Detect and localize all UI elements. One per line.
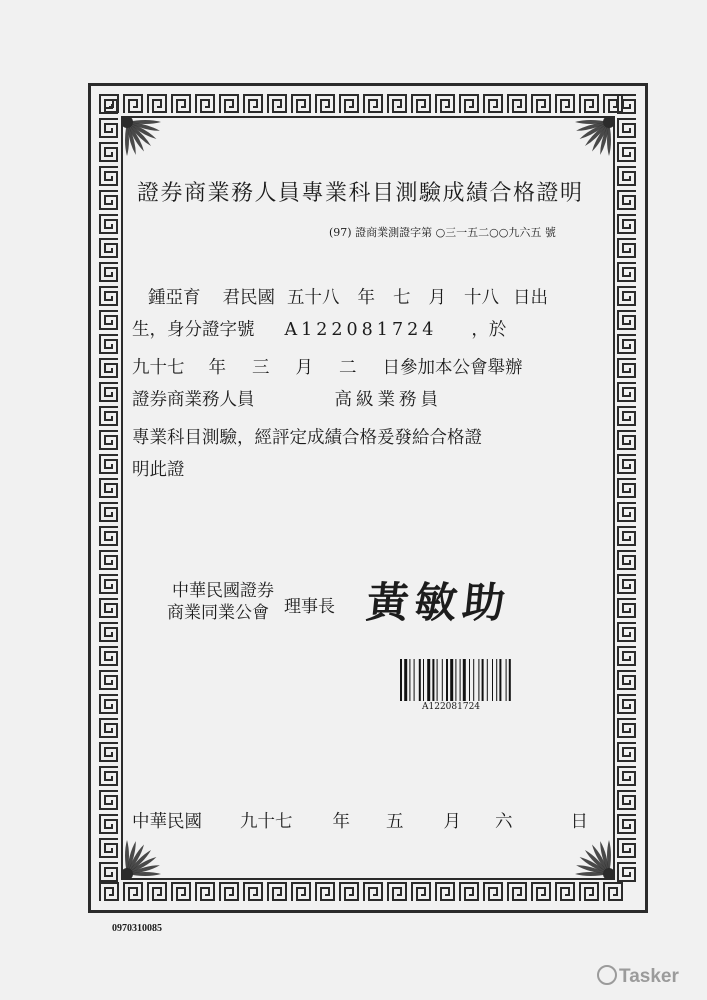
- corner-ornament-icon: [571, 116, 615, 160]
- border-meander-bottom: [97, 880, 639, 904]
- date-month-unit: 月: [443, 812, 461, 832]
- body-line-exam-category: [132, 386, 442, 411]
- birth-day: 十八: [464, 288, 499, 308]
- chairman-signature: 黃敏助: [364, 578, 514, 627]
- corner-ornament-icon: [121, 836, 165, 880]
- date-year-unit: 年: [332, 812, 350, 832]
- exam-month: 三: [252, 358, 270, 378]
- watermark-text: Tasker: [619, 966, 679, 987]
- body-line-id: [132, 316, 506, 341]
- date-day: 六: [495, 812, 513, 832]
- holder-name: 鍾亞育: [148, 288, 201, 308]
- body-line-birth: [148, 284, 548, 309]
- certificate-title: 證券商業務人員專業科目測驗成績合格證明: [137, 181, 584, 206]
- birth-suffix: 日出: [513, 288, 548, 308]
- exam-year: 九十七: [132, 358, 185, 378]
- exam-day: 二: [339, 358, 357, 378]
- issuer-org-line1: 中華民國證券: [172, 581, 274, 601]
- date-year: 九十七: [240, 812, 293, 832]
- chairman-title: 理事長: [284, 597, 335, 617]
- exam-category: 證券商業務人員: [132, 390, 255, 410]
- body-line-exam-date: [132, 354, 523, 379]
- id-number: A122081724: [284, 320, 438, 340]
- month-unit: 月: [428, 288, 446, 308]
- corner-ornament-icon: [121, 116, 165, 160]
- id-prefix: 生，身分證字號: [132, 320, 255, 340]
- watermark: [597, 965, 679, 988]
- exam-suffix: 日參加本公會舉辦: [382, 358, 523, 378]
- body-line-5: 專業科目測驗，經評定成績合格爰發給合格證: [132, 428, 482, 448]
- body-line-6: 明此證: [132, 460, 185, 480]
- border-meander-right: [615, 92, 639, 904]
- birth-year: 五十八: [287, 288, 340, 308]
- exam-year-unit: 年: [208, 358, 226, 378]
- id-suffix: ，於: [471, 320, 507, 340]
- year-unit: 年: [357, 288, 375, 308]
- date-day-unit: 日: [570, 812, 588, 832]
- certificate-border: [88, 83, 648, 913]
- date-era: 中華民國: [132, 812, 202, 832]
- tasker-logo-icon: [597, 965, 617, 985]
- border-meander-left: [97, 92, 121, 904]
- issuer-org-line2: 商業同業公會: [167, 603, 269, 623]
- certificate-number: (97) 證商業測證字第 ○三一五二○○九六五 號: [329, 226, 556, 239]
- serial-number: 0970310085: [112, 923, 162, 934]
- issue-date: [132, 808, 588, 833]
- date-month: 五: [386, 812, 404, 832]
- corner-ornament-icon: [571, 836, 615, 880]
- exam-level: 高級業務員: [334, 390, 442, 410]
- border-meander-top: [97, 92, 639, 116]
- barcode-text: A122081724: [422, 702, 481, 712]
- exam-month-unit: 月: [295, 358, 313, 378]
- birth-prefix: 君民國: [222, 288, 275, 308]
- birth-month: 七: [393, 288, 411, 308]
